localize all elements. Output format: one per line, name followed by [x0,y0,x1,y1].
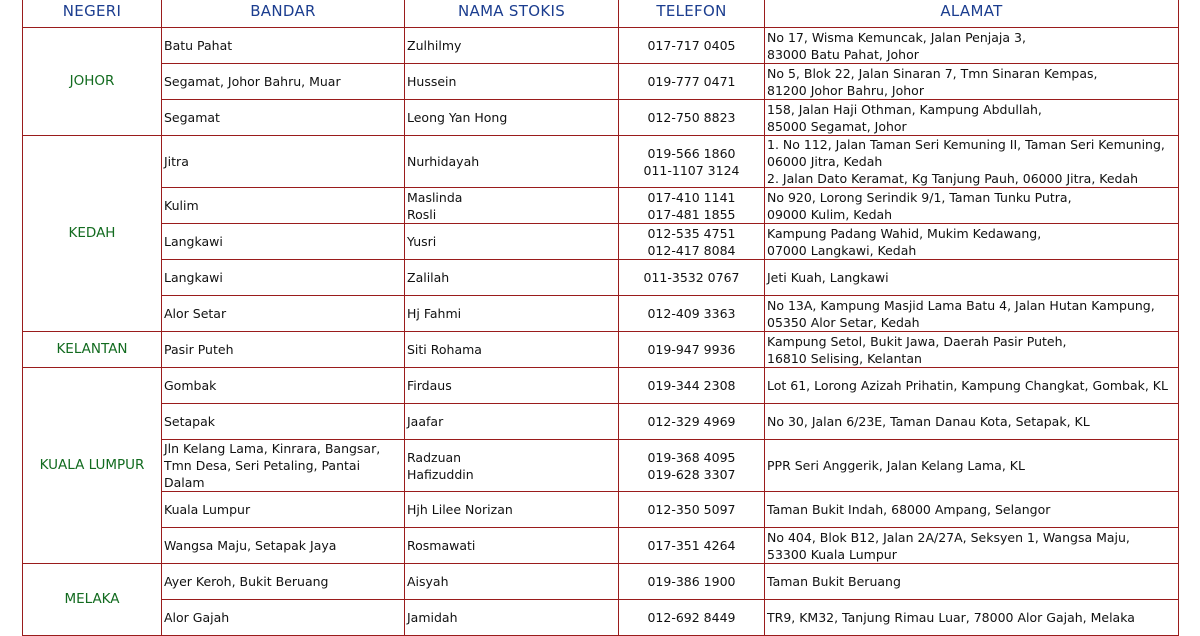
alamat-cell [765,332,1179,368]
alamat-cell [765,528,1179,564]
telefon-line: 011-1107 3124 [643,162,740,178]
alamat-line: 85000 Segamat, Johor [767,118,907,134]
nama-stokis-cell [405,188,619,224]
telefon-line: 017-351 4264 [647,538,736,553]
telefon-cell [619,440,765,492]
nama-stokis-cell [405,404,619,440]
table-row [23,404,1179,440]
alamat-line: 16810 Selising, Kelantan [767,350,922,366]
telefon-line: 012-692 8449 [647,610,736,625]
table-row [23,528,1179,564]
alamat-line: Taman Bukit Indah, 68000 Ampang, Selangor [767,502,1051,517]
alamat-line: 83000 Batu Pahat, Johor [767,46,919,62]
nama-stokis-cell [405,564,619,600]
header-alamat: ALAMAT [765,0,1179,28]
telefon-cell [619,528,765,564]
stockist-table [22,0,1179,636]
alamat-cell [765,188,1179,224]
table-row [23,100,1179,136]
header-nama-stokis: NAMA STOKIS [405,0,619,28]
table-row [23,332,1179,368]
nama-stokis-cell [405,100,619,136]
nama-stokis-line: Hussein [407,74,457,89]
nama-stokis-line: Leong Yan Hong [407,110,508,125]
alamat-line: No 13A, Kampung Masjid Lama Batu 4, Jalan Hutan Kampung, [767,297,1155,313]
alamat-cell [765,564,1179,600]
nama-stokis-cell [405,492,619,528]
telefon-cell [619,100,765,136]
nama-stokis-cell [405,296,619,332]
bandar-cell: Setapak [162,404,405,440]
negeri-cell: KEDAH [23,136,162,332]
bandar-cell: Langkawi [162,224,405,260]
telefon-cell [619,332,765,368]
nama-stokis-line: Siti Rohama [407,342,482,357]
alamat-line: Jeti Kuah, Langkawi [767,270,889,285]
telefon-line: 017-410 1141 [647,189,736,205]
table-row [23,224,1179,260]
alamat-cell [765,64,1179,100]
telefon-cell [619,368,765,404]
alamat-line: Taman Bukit Beruang [767,574,901,589]
nama-stokis-line: Jaafar [407,414,444,429]
header-row [23,0,1179,28]
alamat-line: PPR Seri Anggerik, Jalan Kelang Lama, KL [767,458,1025,473]
bandar-cell: Alor Setar [162,296,405,332]
telefon-line: 012-350 5097 [647,502,736,517]
telefon-line: 012-329 4969 [647,414,736,429]
nama-stokis-cell [405,28,619,64]
table-body [23,28,1179,636]
nama-stokis-cell [405,528,619,564]
negeri-cell: JOHOR [23,28,162,136]
bandar-cell: Ayer Keroh, Bukit Beruang [162,564,405,600]
bandar-cell: Jln Kelang Lama, Kinrara, Bangsar, Tmn Desa, Seri Petaling, Pantai Dalam [162,440,405,492]
nama-stokis-line: Nurhidayah [407,154,480,169]
alamat-line: 2. Jalan Dato Keramat, Kg Tanjung Pauh, 06000 Jitra, Kedah [767,171,1139,186]
alamat-cell [765,492,1179,528]
alamat-line: No 30, Jalan 6/23E, Taman Danau Kota, Setapak, KL [767,414,1090,429]
table-row [23,296,1179,332]
alamat-line: Kampung Setol, Bukit Jawa, Daerah Pasir Puteh, [767,333,1067,349]
telefon-cell [619,136,765,188]
nama-stokis-line: Hj Fahmi [407,306,462,321]
alamat-cell [765,224,1179,260]
telefon-cell [619,28,765,64]
alamat-cell [765,136,1179,188]
nama-stokis-cell [405,224,619,260]
telefon-cell [619,224,765,260]
alamat-cell [765,404,1179,440]
bandar-cell: Batu Pahat [162,28,405,64]
table-row [23,368,1179,404]
alamat-line: No 404, Blok B12, Jalan 2A/27A, Seksyen 1, Wangsa Maju, [767,529,1130,545]
telefon-cell [619,600,765,636]
alamat-line: TR9, KM32, Tanjung Rimau Luar, 78000 Alor Gajah, Melaka [767,610,1135,625]
nama-stokis-line: Zalilah [407,270,450,285]
telefon-line: 019-628 3307 [647,466,736,482]
nama-stokis-cell [405,440,619,492]
bandar-cell: Alor Gajah [162,600,405,636]
table-row [23,28,1179,64]
alamat-cell [765,296,1179,332]
nama-stokis-line: Rosmawati [407,538,476,553]
nama-stokis-cell [405,368,619,404]
telefon-line: 019-777 0471 [647,74,736,89]
telefon-cell [619,296,765,332]
table-row [23,64,1179,100]
negeri-cell: KELANTAN [23,332,162,368]
telefon-line: 012-409 3363 [647,306,736,321]
alamat-line: 09000 Kulim, Kedah [767,206,893,222]
telefon-cell [619,564,765,600]
bandar-cell: Segamat, Johor Bahru, Muar [162,64,405,100]
table-row [23,188,1179,224]
alamat-line: Lot 61, Lorong Azizah Prihatin, Kampung Changkat, Gombak, KL [767,378,1168,393]
nama-stokis-cell [405,136,619,188]
nama-stokis-line: Zulhilmy [407,38,462,53]
bandar-cell: Kuala Lumpur [162,492,405,528]
telefon-line: 011-3532 0767 [643,270,740,285]
table-row [23,492,1179,528]
negeri-cell: MELAKA [23,564,162,636]
alamat-line: No 5, Blok 22, Jalan Sinaran 7, Tmn Sinaran Kempas, [767,65,1098,81]
nama-stokis-line: Radzuan [407,449,462,465]
telefon-line: 017-481 1855 [647,206,736,222]
alamat-cell [765,260,1179,296]
nama-stokis-line: Maslinda [407,189,463,205]
alamat-line: 158, Jalan Haji Othman, Kampung Abdullah, [767,101,1042,117]
alamat-cell [765,100,1179,136]
telefon-cell [619,188,765,224]
telefon-line: 019-386 1900 [647,574,736,589]
telefon-cell [619,64,765,100]
header-bandar: BANDAR [162,0,405,28]
table-row [23,600,1179,636]
bandar-cell: Langkawi [162,260,405,296]
nama-stokis-cell [405,260,619,296]
nama-stokis-line: Jamidah [407,610,458,625]
alamat-line: 53300 Kuala Lumpur [767,546,897,562]
telefon-line: 019-947 9936 [647,342,736,357]
alamat-cell [765,440,1179,492]
telefon-line: 017-717 0405 [647,38,736,53]
bandar-cell: Wangsa Maju, Setapak Jaya [162,528,405,564]
nama-stokis-cell [405,600,619,636]
alamat-cell [765,600,1179,636]
nama-stokis-cell [405,64,619,100]
telefon-cell [619,404,765,440]
header-telefon: TELEFON [619,0,765,28]
alamat-line: 1. No 112, Jalan Taman Seri Kemuning II, Taman Seri Kemuning, [767,137,1165,152]
nama-stokis-line: Firdaus [407,378,452,393]
telefon-cell [619,492,765,528]
telefon-line: 019-368 4095 [647,449,736,465]
alamat-line: 07000 Langkawi, Kedah [767,242,917,258]
bandar-cell: Segamat [162,100,405,136]
bandar-cell: Jitra [162,136,405,188]
bandar-cell: Pasir Puteh [162,332,405,368]
telefon-line: 012-535 4751 [647,225,736,241]
table-row [23,564,1179,600]
telefon-line: 019-566 1860 [647,145,736,161]
table-row [23,260,1179,296]
telefon-cell [619,260,765,296]
alamat-line: 06000 Jitra, Kedah [767,154,883,169]
telefon-line: 019-344 2308 [647,378,736,393]
alamat-line: 05350 Alor Setar, Kedah [767,314,920,330]
nama-stokis-line: Yusri [407,234,437,249]
telefon-line: 012-417 8084 [647,242,736,258]
bandar-cell: Kulim [162,188,405,224]
alamat-line: 81200 Johor Bahru, Johor [767,82,924,98]
negeri-cell: KUALA LUMPUR [23,368,162,564]
alamat-line: No 920, Lorong Serindik 9/1, Taman Tunku Putra, [767,189,1072,205]
nama-stokis-line: Rosli [407,206,437,222]
header-negeri: NEGERI [23,0,162,28]
table-row [23,440,1179,492]
alamat-cell [765,368,1179,404]
table-row [23,136,1179,188]
alamat-line: No 17, Wisma Kemuncak, Jalan Penjaja 3, [767,29,1026,45]
nama-stokis-line: Hafizuddin [407,466,474,482]
bandar-cell: Gombak [162,368,405,404]
nama-stokis-cell [405,332,619,368]
telefon-line: 012-750 8823 [647,110,736,125]
alamat-cell [765,28,1179,64]
nama-stokis-line: Aisyah [407,574,449,589]
alamat-line: Kampung Padang Wahid, Mukim Kedawang, [767,225,1042,241]
nama-stokis-line: Hjh Lilee Norizan [407,502,513,517]
